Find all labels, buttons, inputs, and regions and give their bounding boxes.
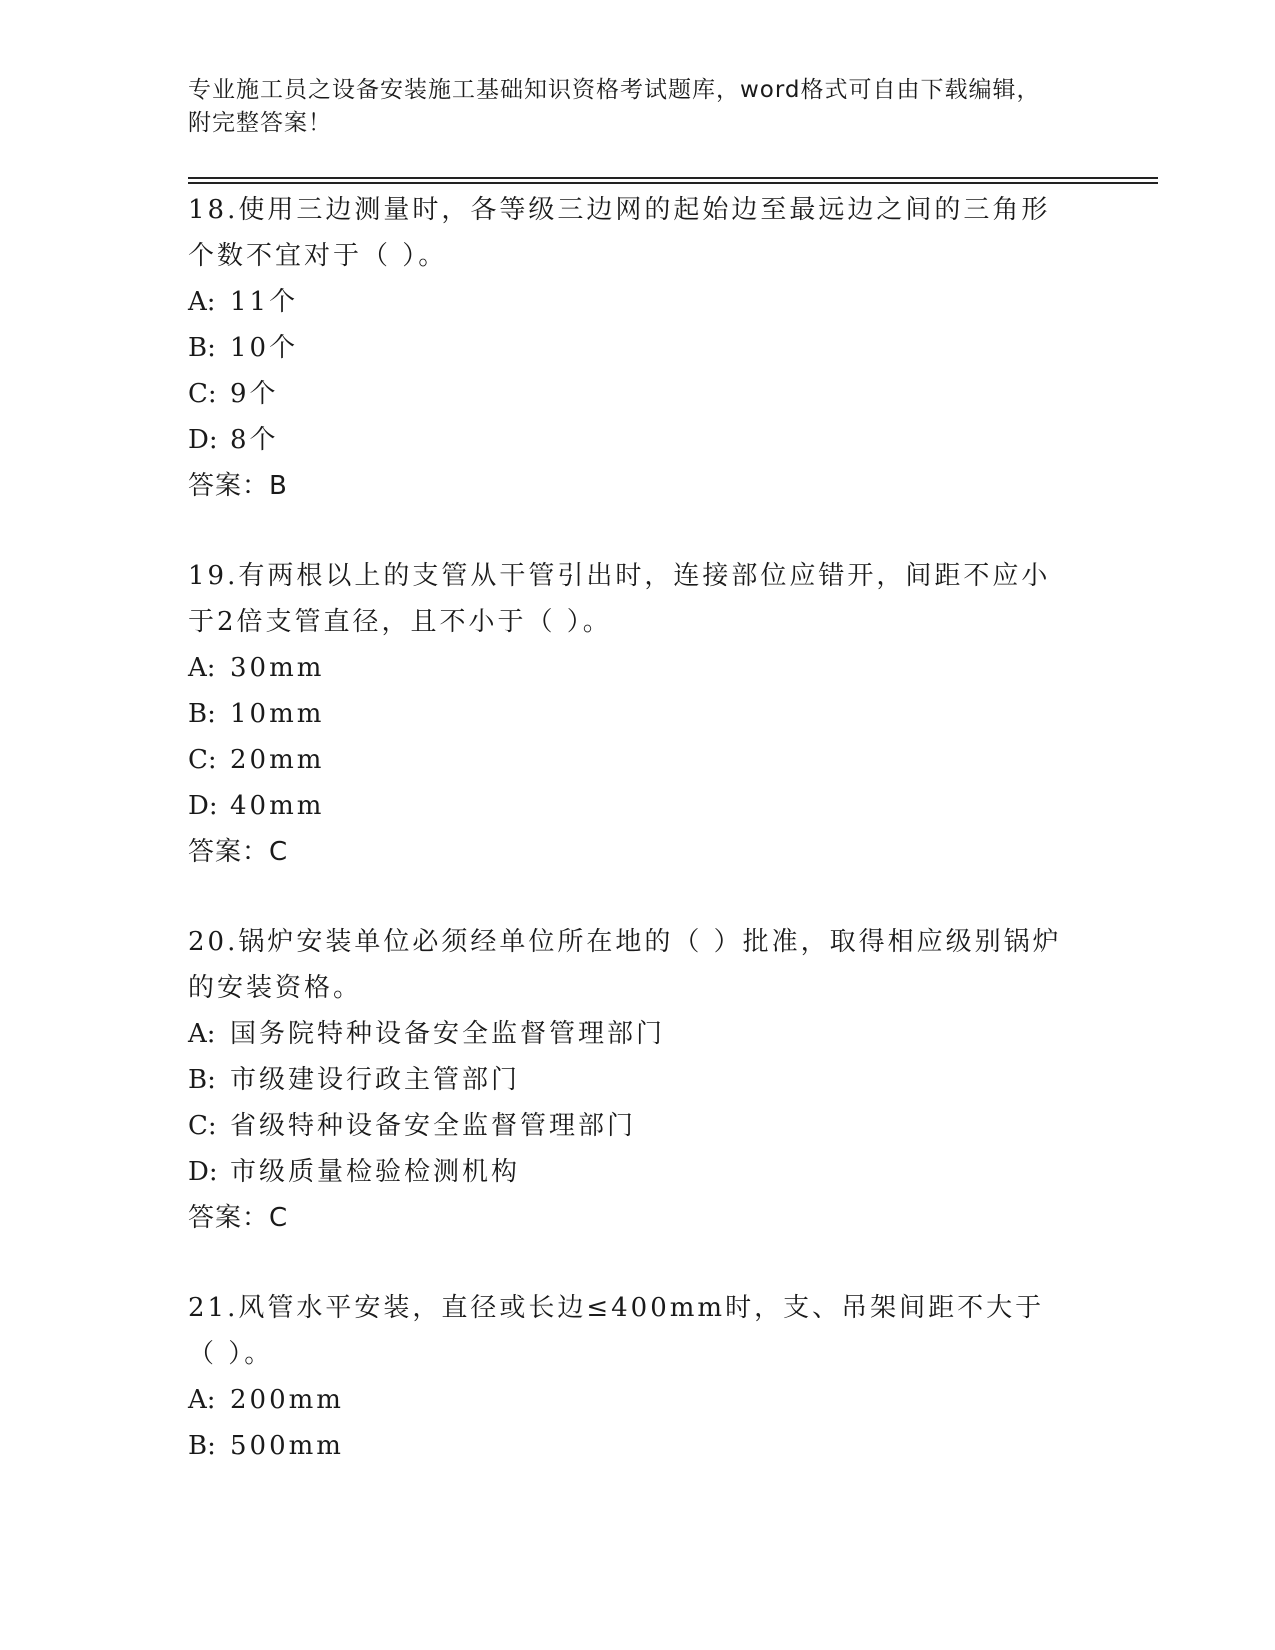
option-letter: C:	[188, 745, 217, 775]
option-letter: A:	[188, 653, 216, 683]
option-letter: A:	[188, 1019, 216, 1049]
option-b	[188, 691, 1068, 737]
option-d	[188, 783, 1068, 829]
option-b	[188, 1057, 1068, 1103]
question-stem: 19.有两根以上的支管从干管引出时，连接部位应错开，间距不应小于2倍支管直径，且不小于（ ）。	[188, 561, 1051, 637]
option-letter: D:	[188, 791, 218, 821]
option-letter: A:	[188, 287, 216, 317]
document-header	[188, 74, 1088, 140]
option-letter: D:	[188, 425, 218, 455]
option-text: 市级质量检验检测机构	[230, 1157, 521, 1187]
header-line-1: 专业施工员之设备安装施工基础知识资格考试题库，word格式可自由下载编辑，	[188, 77, 1041, 103]
option-letter: C:	[188, 1111, 217, 1141]
option-letter: A:	[188, 1385, 216, 1415]
option-d	[188, 1149, 1068, 1195]
option-text: 40mm	[230, 791, 325, 821]
option-text: 10个	[230, 333, 299, 363]
option-letter: B:	[188, 1431, 216, 1461]
option-d	[188, 417, 1068, 463]
answer-line: 答案：C	[188, 1203, 289, 1233]
option-a	[188, 279, 1068, 325]
option-text: 10mm	[230, 699, 325, 729]
option-letter: B:	[188, 1065, 216, 1095]
option-letter: B:	[188, 333, 216, 363]
answer-line: 答案：B	[188, 471, 288, 501]
question-21	[188, 1285, 1068, 1469]
question-18	[188, 187, 1068, 509]
option-letter: B:	[188, 699, 216, 729]
option-letter: C:	[188, 379, 217, 409]
option-c	[188, 1103, 1068, 1149]
option-a	[188, 645, 1068, 691]
option-c	[188, 737, 1068, 783]
option-text: 8个	[230, 425, 279, 455]
option-text: 国务院特种设备安全监督管理部门	[230, 1019, 666, 1049]
option-text: 20mm	[230, 745, 325, 775]
option-text: 市级建设行政主管部门	[230, 1065, 521, 1095]
question-stem: 20.锅炉安装单位必须经单位所在地的（ ）批准，取得相应级别锅炉的安装资格。	[188, 927, 1062, 1003]
option-a	[188, 1377, 1068, 1423]
option-text: 省级特种设备安全监督管理部门	[230, 1111, 637, 1141]
option-b	[188, 1423, 1068, 1469]
option-c	[188, 371, 1068, 417]
question-stem: 18.使用三边测量时，各等级三边网的起始边至最远边之间的三角形个数不宜对于（ ）。	[188, 195, 1051, 271]
option-text: 11个	[230, 287, 299, 317]
header-line-2: 附完整答案！	[188, 110, 332, 136]
option-a	[188, 1011, 1068, 1057]
header-divider-bottom	[188, 182, 1158, 184]
option-text: 500mm	[230, 1431, 344, 1461]
option-b	[188, 325, 1068, 371]
header-divider-top	[188, 177, 1158, 179]
option-letter: D:	[188, 1157, 218, 1187]
answer-line: 答案：C	[188, 837, 289, 867]
question-20	[188, 919, 1068, 1241]
question-stem: 21.风管水平安装，直径或长边≤400mm时，支、吊架间距不大于（ ）。	[188, 1293, 1045, 1369]
question-19	[188, 553, 1068, 875]
option-text: 200mm	[230, 1385, 344, 1415]
option-text: 9个	[230, 379, 279, 409]
option-text: 30mm	[230, 653, 325, 683]
